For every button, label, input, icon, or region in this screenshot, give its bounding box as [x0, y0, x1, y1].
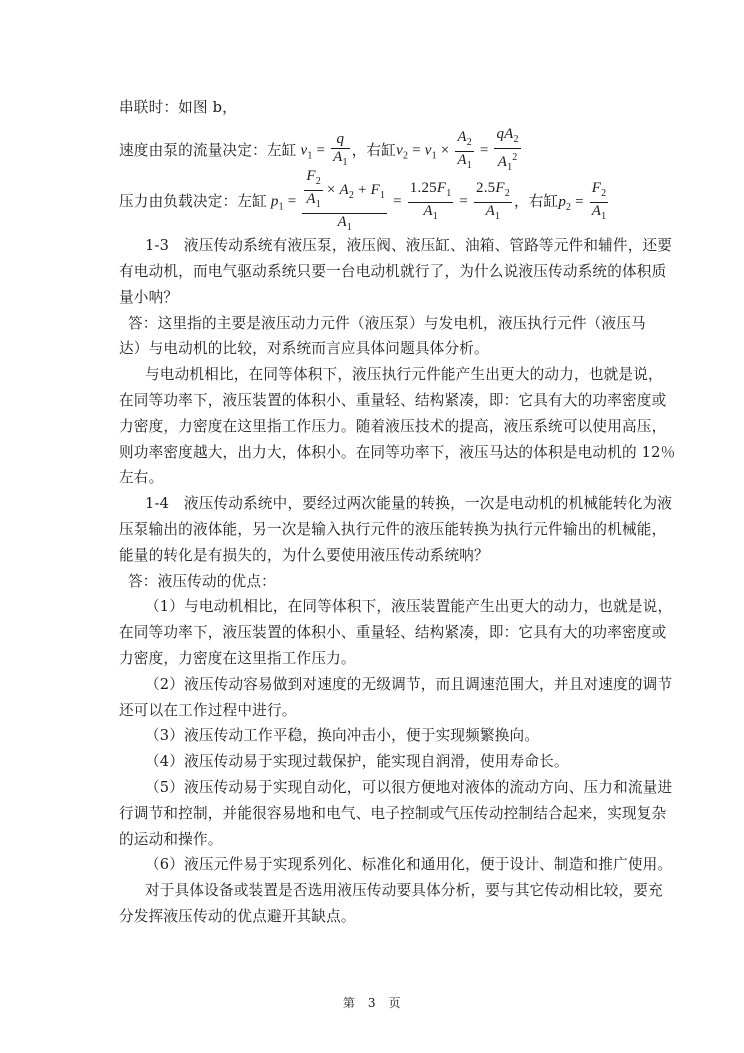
advantage-5-line-2: 行调节和控制，并能很容易地和电气、电子控制或气压传动控制结合起来，实现复杂	[119, 805, 667, 822]
question-1-3-line-3: 量小呐？	[119, 289, 179, 306]
question-1-4-line-1: 1-4 液压传动系统中，要经过两次能量的转换，一次是电动机的机械能转化为液	[145, 495, 673, 512]
advantage-5-line-3: 的运动和操作。	[119, 831, 223, 848]
answer-1-3-line-6: 则功率密度越大，出力大，体积小。在同等功率下，液压马达的体积是电动机的 12％	[119, 444, 676, 461]
conclusion-line-2: 分发挥液压传动的优点避开其缺点。	[119, 908, 356, 925]
answer-1-3-line-7: 左右。	[119, 469, 164, 486]
question-1-4-line-3: 能量的转化是有损失的，为什么要使用液压传动系统呐？	[119, 547, 489, 564]
advantage-2-line-2: 还可以在工作过程中进行。	[119, 702, 297, 719]
pressure-equation	[119, 168, 610, 236]
speed-right-label: ，右缸	[351, 142, 397, 159]
pressure-label: 压力由负载决定：左缸	[119, 193, 267, 210]
advantage-1-line-1: （1）与电动机相比，在同等体积下，液压装置能产生出更大的动力，也就是说，	[145, 598, 673, 615]
speed-formula-right: $v_2 = v_1$ × $\frac{A_2}{A_1}$ = $\frac{qA_2}{A_1^2}$	[396, 126, 519, 173]
answer-1-4-intro: 答：液压传动的优点：	[128, 573, 276, 590]
advantage-6: （6）液压元件易于实现系列化、标准化和通用化，便于设计、制造和推广使用。	[145, 856, 673, 873]
pressure-formula-left: $p_1$ = $\frac{F_2}{A_1}$ × $A_2 + F_1$ $A_1$ = $\frac{1.25F_1}{A_1}$ = $\frac{2.5F_2}{A_1}$	[270, 168, 510, 233]
pressure-formula-right: $p_2$ = $\frac{F_2}{A_1}$	[558, 179, 607, 222]
question-1-4-line-2: 压泵输出的液体能，另一次是输入执行元件的液压能转换为执行元件输出的机械能，	[119, 521, 667, 538]
page-number: 第 3 页	[342, 996, 402, 1010]
speed-label: 速度由泵的流量决定：左缸	[119, 142, 297, 159]
answer-1-3-line-1: 答：这里指的主要是液压动力元件（液压泵）与发电机，液压执行元件（液压马	[128, 315, 646, 332]
question-1-3-line-1: 1-3 液压传动系统有液压泵，液压阀、液压缸、油箱、管路等元件和辅件，还要	[145, 237, 673, 254]
answer-1-3-line-2: 达）与电动机的比较，对系统而言应具体问题具体分析。	[119, 340, 489, 357]
question-1-3-line-2: 有电动机，而电气驱动系统只要一台电动机就行了，为什么说液压传动系统的体积质	[119, 263, 667, 280]
advantage-2-line-1: （2）液压传动容易做到对速度的无级调节，而且调速范围大，并且对速度的调节	[145, 676, 673, 693]
answer-1-3-line-3: 与电动机相比，在同等体积下，液压执行元件能产生出更大的动力，也就是说，	[145, 366, 663, 383]
advantage-5-line-1: （5）液压传动易于实现自动化，可以很方便地对液体的流动方向、压力和流量进	[145, 779, 673, 796]
pressure-right-label: ，右缸	[513, 193, 559, 210]
speed-formula-left: $v_1$ = $\frac{q}{A_1}$	[300, 131, 348, 168]
advantage-4: （4）液压传动易于实现过载保护，能实现自润滑，使用寿命长。	[145, 753, 569, 770]
answer-1-3-line-4: 在同等功率下，液压装置的体积小、重量轻、结构紧凑，即：它具有大的功率密度或	[119, 392, 667, 409]
conclusion-line-1: 对于具体设备或装置是否选用液压传动要具体分析，要与其它传动相比较，要充	[145, 882, 663, 899]
advantage-1-line-3: 力密度，力密度在这里指工作压力。	[119, 650, 356, 667]
answer-1-3-line-5: 力密度，力密度在这里指工作压力。随着液压技术的提高，液压系统可以使用高压，	[119, 418, 667, 435]
advantage-1-line-2: 在同等功率下，液压装置的体积小、重量轻、结构紧凑，即：它具有大的功率密度或	[119, 624, 667, 641]
advantage-3: （3）液压传动工作平稳，换向冲击小，便于实现频繁换向。	[145, 727, 540, 744]
series-intro: 串联时：如图 b，	[119, 99, 237, 116]
